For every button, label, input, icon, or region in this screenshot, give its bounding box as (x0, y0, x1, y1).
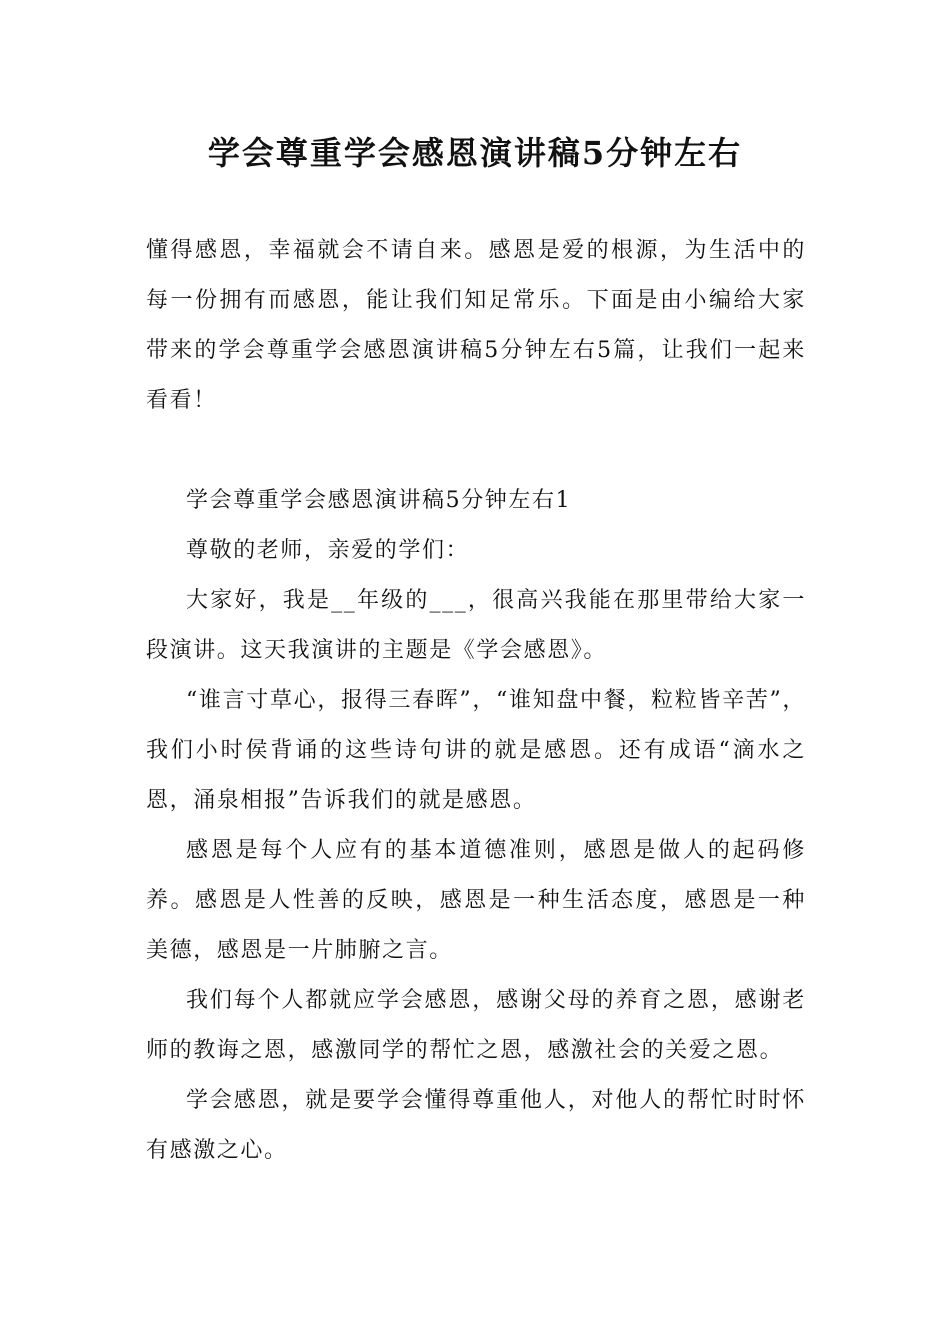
body-paragraph-2: “谁言寸草心，报得三春晖”，“谁知盘中餐，粒粒皆辛苦”，我们小时侯背诵的这些诗句讲的就是感恩。还有成语“滴水之恩，涌泉相报”告诉我们的就是感恩。 (146, 688, 806, 813)
document-title: 学会尊重学会感恩演讲稿5分钟左右 (207, 134, 743, 172)
body-paragraph-1: 大家好，我是__年级的___，很高兴我能在那里带给大家一段演讲。这天我演讲的主题是《学会感恩》。 (146, 588, 806, 663)
body-paragraph-5: 学会感恩，就是要学会懂得尊重他人，对他人的帮忙时时怀有感激之心。 (146, 1088, 806, 1163)
body-paragraph-4: 我们每个人都就应学会感恩，感谢父母的养育之恩，感谢老师的教诲之恩，感激同学的帮忙之恩，感激社会的关爱之恩。 (146, 988, 806, 1063)
body-paragraph-3: 感恩是每个人应有的基本道德准则，感恩是做人的起码修养。感恩是人性善的反映，感恩是一种生活态度，感恩是一种美德，感恩是一片肺腑之言。 (146, 838, 806, 963)
salutation: 尊敬的老师，亲爱的学们： (186, 538, 470, 563)
section-heading: 学会尊重学会感恩演讲稿5分钟左右1 (186, 488, 572, 513)
document-body (146, 226, 806, 1176)
intro-paragraph: 懂得感恩，幸福就会不请自来。感恩是爱的根源，为生活中的每一份拥有而感恩，能让我们知足常乐。下面是由小编给大家带来的学会尊重学会感恩演讲稿5分钟左右5篇，让我们一起来看看！ (146, 238, 806, 413)
